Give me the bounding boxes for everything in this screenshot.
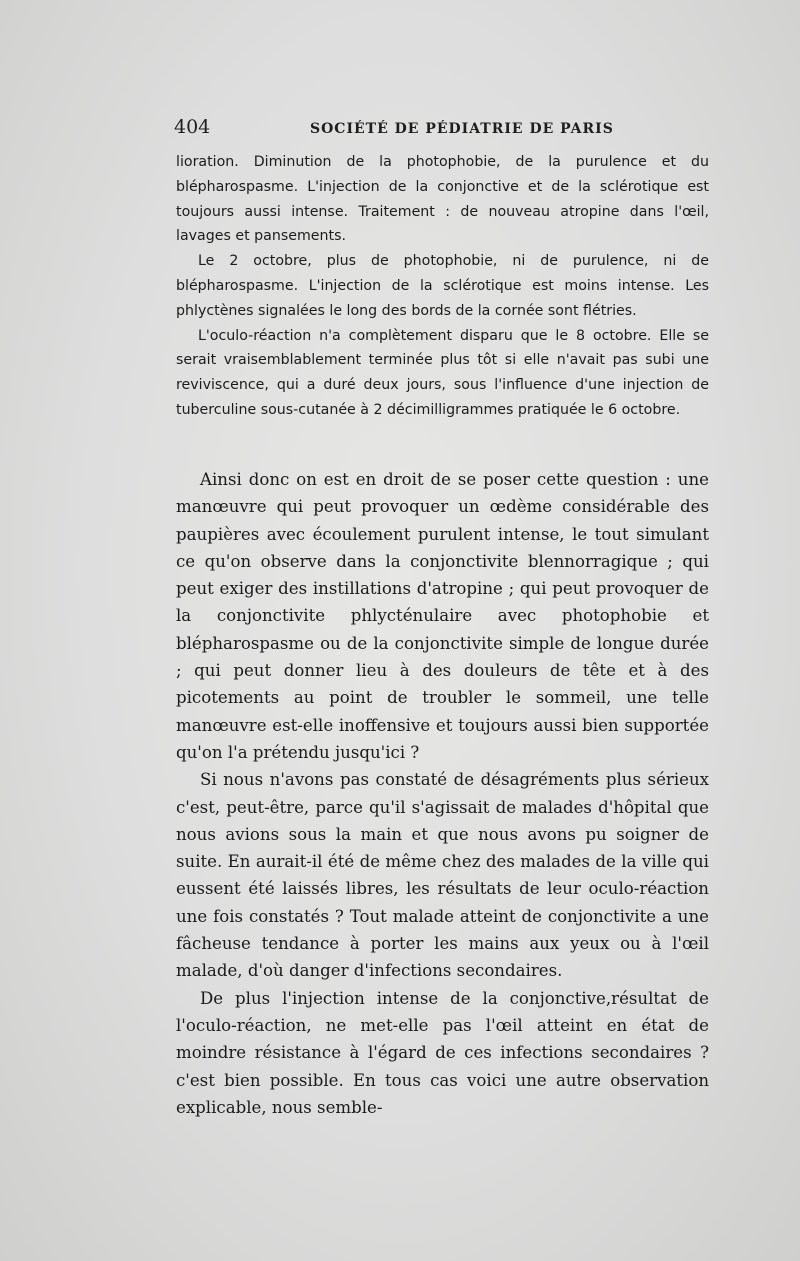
paragraph: Le 2 octobre, plus de photophobie, ni de purulence, ni de blépharospasme. L'injection de la sclérotique est moins intense. Les phlyctènes signalées le long des bords de la cornée sont flétries.	[176, 253, 709, 319]
main-body-text	[176, 466, 709, 1121]
journal-title: SOCIÉTÉ DE PÉDIATRIE DE PARIS	[310, 121, 614, 137]
paragraph: lioration. Diminution de la photophobie, de la purulence et du blépharospasme. L'injection de la conjonctive et de la sclérotique est toujours aussi intense. Traitement : de nouveau atropine dans l'œil, lavages et pansements.	[176, 154, 709, 245]
paragraph: Ainsi donc on est en droit de se poser cette question : une manœuvre qui peut provoquer un œdème considérable des paupières avec écoulement purulent intense, le tout simulant ce qu'on observe dans la conjonctivite blennorragique ; qui peut exiger des instillations d'atropine ; qui peut provoquer de la conjonctivite phlycténulaire avec photophobie et blépharospasme ou de la conjonctivite simple de longue durée ; qui peut donner lieu à des douleurs de tête et à des picotements au point de troubler le sommeil, une telle manœuvre est-elle inoffensive et toujours aussi bien supportée qu'on l'a prétendu jusqu'ici ?	[176, 470, 709, 762]
paragraph: Si nous n'avons pas constaté de désagréments plus sérieux c'est, peut-être, parce qu'il s'agissait de malades d'hôpital que nous avions sous la main et que nous avons pu soigner de suite. En aurait-il été de même chez des malades de la ville qui eussent été laissés libres, les résultats de leur oculo-réaction une fois constatés ? Tout malade atteint de conjonctivite a une fâcheuse tendance à porter les mains aux yeux ou à l'œil malade, d'où danger d'infections secondaires.	[176, 770, 709, 981]
paragraph: L'oculo-réaction n'a complètement disparu que le 8 octobre. Elle se serait vraisemblablement terminée plus tôt si elle n'avait pas subi une reviviscence, qui a duré deux jours, sous l'influence d'une injection de tuberculine sous-cutanée à 2 décimilligrammes pratiquée le 6 octobre.	[176, 327, 709, 418]
paragraph: De plus l'injection intense de la conjonctive,résultat de l'oculo-réaction, ne met-elle pas l'œil atteint en état de moindre résistance à l'égard de ces infections secondaires ? c'est bien possible. En tous cas voici une autre observation explicable, nous semble-	[176, 988, 709, 1117]
observation-notes	[176, 150, 709, 423]
running-head	[174, 116, 714, 142]
page-number: 404	[174, 116, 211, 138]
